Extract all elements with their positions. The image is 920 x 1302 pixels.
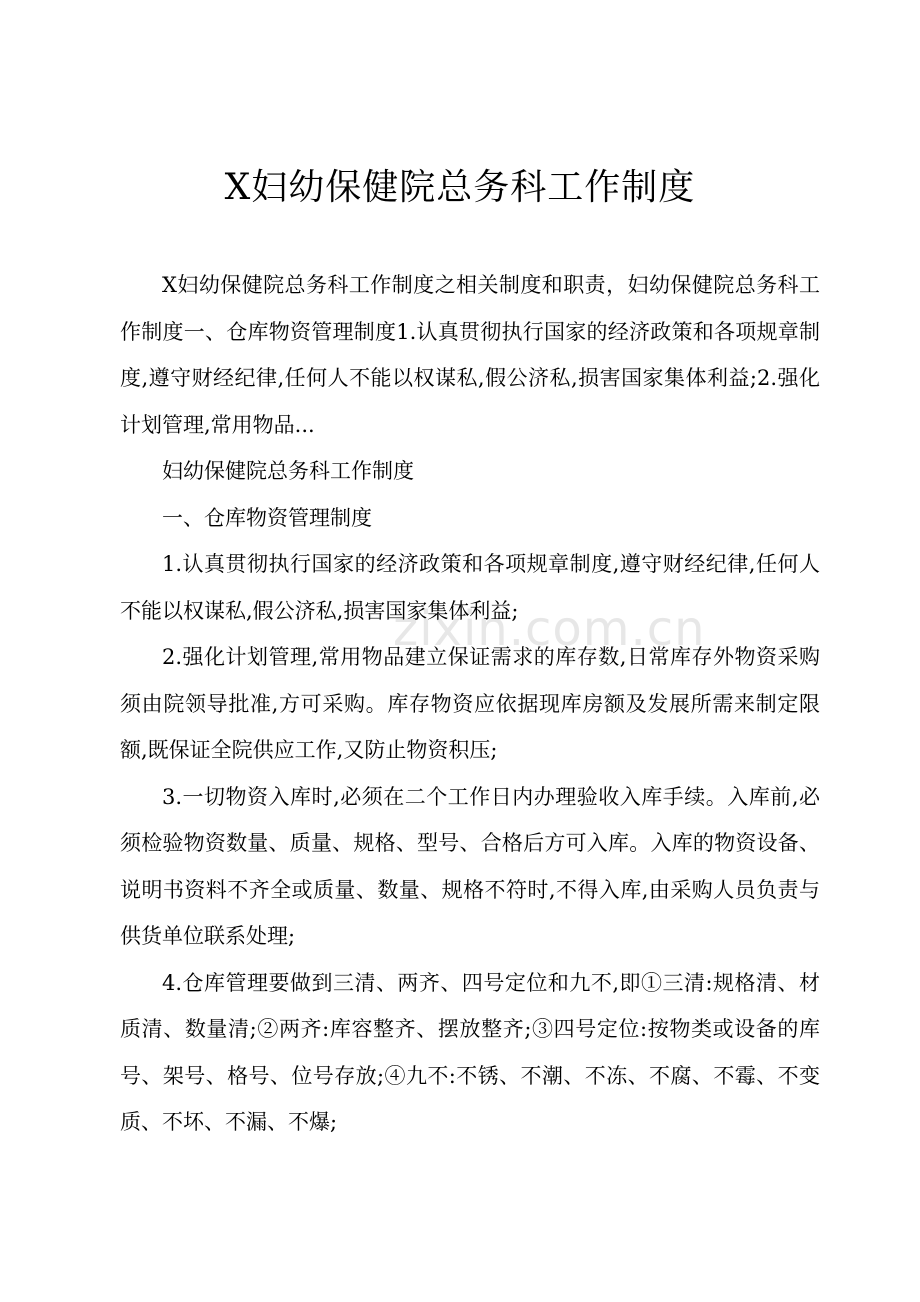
- rule-paragraph-2: 2.强化计划管理,常用物品建立保证需求的库存数,日常库存外物资采购须由院领导批准,方可采购。库存物资应依据现库房额及发展所需来制定限额,既保证全院供应工作,又防止物资积压;: [120, 645, 820, 762]
- summary-paragraph: X妇幼保健院总务科工作制度之相关制度和职责，妇幼保健院总务科工作制度一、仓库物资管理制度1.认真贯彻执行国家的经济政策和各项规章制度,遵守财经纪律,任何人不能以权谋私,假公济私,损害国家集体利益;2.强化计划管理,常用物品...: [120, 273, 820, 437]
- section-heading: 妇幼保健院总务科工作制度: [162, 459, 414, 483]
- rule-paragraph-3: 3.一切物资入库时,必须在二个工作日内办理验收入库手续。入库前,必须检验物资数量、质量、规格、型号、合格后方可入库。入库的物资设备、说明书资料不齐全或质量、数量、规格不符时,不得入库,由采购人员负责与供货单位联系处理;: [120, 784, 820, 948]
- rule-paragraph-4: 4.仓库管理要做到三清、两齐、四号定位和九不,即①三清:规格清、材质清、数量清;②两齐:库容整齐、摆放整齐;③四号定位:按物类或设备的库号、架号、格号、位号存放;④九不:不锈、不潮、不冻、不腐、不霉、不变质、不坏、不漏、不爆;: [120, 970, 820, 1134]
- watermark: zixin.com.cn: [393, 601, 706, 657]
- subsection-heading: 一、仓库物资管理制度: [162, 505, 372, 530]
- document-title: X妇幼保健院总务科工作制度: [224, 167, 696, 208]
- rule-paragraph-1: 1.认真贯彻执行国家的经济政策和各项规章制度,遵守财经纪律,任何人不能以权谋私,假公济私,损害国家集体利益;: [120, 552, 820, 623]
- document-body: [120, 262, 820, 1146]
